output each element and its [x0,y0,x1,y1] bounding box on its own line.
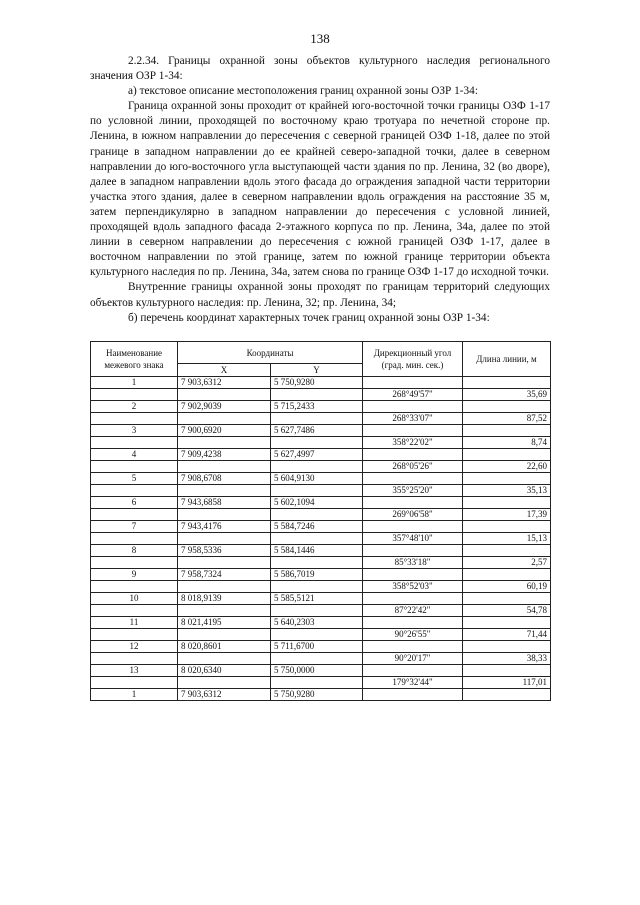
empty-cell [363,665,463,677]
point-row [91,473,551,485]
empty-cell [463,521,551,533]
empty-cell [363,689,463,701]
point-name: 3 [91,425,178,437]
point-name: 9 [91,569,178,581]
segment-length: 117,01 [463,677,551,689]
empty-cell [178,533,271,545]
segment-length: 2,57 [463,557,551,569]
empty-cell [271,413,363,425]
segment-angle: 90°26'55" [363,629,463,641]
empty-cell [271,437,363,449]
segment-length: 71,44 [463,629,551,641]
segment-length: 22,60 [463,461,551,473]
segment-row [91,557,551,569]
segment-angle: 269°06'58" [363,509,463,521]
empty-cell [363,377,463,389]
document-body [90,54,550,326]
empty-cell [271,557,363,569]
empty-cell [271,677,363,689]
point-y: 5 586,7019 [271,569,363,581]
empty-cell [178,413,271,425]
empty-cell [363,593,463,605]
segment-angle: 268°49'57" [363,389,463,401]
point-x: 8 018,9139 [178,593,271,605]
segment-angle: 358°52'03" [363,581,463,593]
header-y: Y [271,364,363,377]
empty-cell [363,401,463,413]
empty-cell [271,389,363,401]
point-row [91,497,551,509]
segment-angle: 87°22'42" [363,605,463,617]
point-y: 5 604,9130 [271,473,363,485]
point-x: 7 943,6858 [178,497,271,509]
segment-angle: 179°32'44" [363,677,463,689]
empty-cell [363,617,463,629]
internal-borders-text: Внутренние границы охранной зоны проходят по границам территорий следующих объектов культурного наследия: пр. Ленина, 32; пр. Ленина, 34; [90,281,550,309]
empty-cell [271,533,363,545]
empty-cell [271,581,363,593]
item-a-heading: а) текстовое описание местоположения границ охранной зоны ОЗР 1-34: [128,85,478,98]
point-x: 7 908,6708 [178,473,271,485]
empty-cell [463,641,551,653]
empty-cell [463,545,551,557]
boundary-description: Граница охранной зоны проходит от крайней юго-восточной точки границы ОЗФ 1-17 по условной линии, проходящей по восточному краю тротуара по нечетной стороне пр. Ленина, в южном направлении до пересечения с северной границей ОЗФ 1-18, далее по этой границе в западном направлении до ее крайней северо-западной точки, далее в северном направлении до юго-восточного угла выступающей части здания по пр. Ленина, 32 (во дворе), далее в западном направлении вдоль этого фасада до ограждения западной части территории участка этого здания, далее в северном направлении вдоль ограждения на расстояние 35 м, затем перпендикулярно в западном направлении до пересечения с условной линией, проходящей вдоль западного фасада 2-этажного корпуса по пр. Ленина, 34а, далее по этой линии в северном направлении до пересечения с южной границей ОЗФ 1-17, далее в восточном направлении по этой границе, затем по южной границе территории объекта культурного наследия по пр. Ленина, 34а, затем снова по границе ОЗФ 1-17 до исходной точки. [90,100,550,279]
empty-cell [363,425,463,437]
point-y: 5 627,4997 [271,449,363,461]
point-y: 5 750,0000 [271,665,363,677]
segment-angle: 355°25'20" [363,485,463,497]
empty-cell [178,581,271,593]
empty-cell [271,485,363,497]
section-title: 2.2.34. Границы охранной зоны объектов культурного наследия регионального значения ОЗР 1-34: [90,55,550,83]
point-name: 12 [91,641,178,653]
point-y: 5 584,1446 [271,545,363,557]
point-row [91,449,551,461]
segment-row [91,581,551,593]
empty-cell [91,461,178,473]
point-y: 5 711,6700 [271,641,363,653]
point-row [91,569,551,581]
point-x: 8 020,6340 [178,665,271,677]
empty-cell [463,689,551,701]
empty-cell [178,629,271,641]
empty-cell [178,485,271,497]
point-row [91,401,551,413]
empty-cell [178,389,271,401]
empty-cell [463,569,551,581]
segment-length: 38,33 [463,653,551,665]
segment-row [91,437,551,449]
coordinates-table-body [91,377,551,701]
point-row [91,425,551,437]
segment-row [91,629,551,641]
item-b-heading: б) перечень координат характерных точек границ охранной зоны ОЗР 1-34: [128,311,490,324]
point-name: 5 [91,473,178,485]
empty-cell [463,377,551,389]
point-name: 11 [91,617,178,629]
empty-cell [91,437,178,449]
header-line-length: Длина линии, м [463,342,551,377]
page-number: 138 [310,31,330,46]
empty-cell [178,437,271,449]
header-coordinates: Координаты [178,342,363,364]
empty-cell [91,509,178,521]
segment-row [91,461,551,473]
segment-length: 35,69 [463,389,551,401]
empty-cell [91,629,178,641]
point-x: 7 900,6920 [178,425,271,437]
empty-cell [463,473,551,485]
empty-cell [363,545,463,557]
empty-cell [91,677,178,689]
empty-cell [463,401,551,413]
segment-length: 54,78 [463,605,551,617]
point-y: 5 640,2303 [271,617,363,629]
empty-cell [463,497,551,509]
segment-angle: 268°05'26" [363,461,463,473]
empty-cell [178,677,271,689]
point-name: 13 [91,665,178,677]
empty-cell [363,449,463,461]
empty-cell [363,473,463,485]
segment-length: 35,13 [463,485,551,497]
header-direction-angle: Дирекционный угол (град. мин. сек.) [363,342,463,377]
empty-cell [178,653,271,665]
empty-cell [363,641,463,653]
segment-length: 8,74 [463,437,551,449]
empty-cell [271,629,363,641]
segment-length: 15,13 [463,533,551,545]
empty-cell [91,389,178,401]
point-y: 5 584,7246 [271,521,363,533]
point-x: 8 020,8601 [178,641,271,653]
empty-cell [463,617,551,629]
empty-cell [178,557,271,569]
point-y: 5 602,1094 [271,497,363,509]
point-row [91,377,551,389]
empty-cell [463,425,551,437]
point-x: 7 909,4238 [178,449,271,461]
segment-row [91,413,551,425]
empty-cell [271,605,363,617]
segment-row [91,605,551,617]
point-row [91,641,551,653]
segment-row [91,653,551,665]
coordinates-table [90,341,551,701]
segment-length: 60,19 [463,581,551,593]
point-x: 7 943,4176 [178,521,271,533]
point-name: 4 [91,449,178,461]
point-name: 1 [91,377,178,389]
point-row [91,617,551,629]
point-y: 5 750,9280 [271,689,363,701]
segment-angle: 358°22'02" [363,437,463,449]
point-name: 6 [91,497,178,509]
point-x: 7 958,7324 [178,569,271,581]
header-x: X [178,364,271,377]
point-x: 7 902,9039 [178,401,271,413]
point-y: 5 750,9280 [271,377,363,389]
point-y: 5 715,2433 [271,401,363,413]
segment-angle: 85°33'18" [363,557,463,569]
point-y: 5 627,7486 [271,425,363,437]
empty-cell [91,557,178,569]
empty-cell [463,665,551,677]
empty-cell [91,533,178,545]
empty-cell [91,413,178,425]
empty-cell [363,497,463,509]
point-name: 10 [91,593,178,605]
empty-cell [178,509,271,521]
empty-cell [463,449,551,461]
empty-cell [91,653,178,665]
point-row [91,593,551,605]
point-x: 7 958,5336 [178,545,271,557]
point-row [91,521,551,533]
segment-angle: 90°20'17" [363,653,463,665]
empty-cell [363,521,463,533]
empty-cell [463,593,551,605]
point-y: 5 585,5121 [271,593,363,605]
segment-row [91,677,551,689]
empty-cell [178,605,271,617]
point-row [91,689,551,701]
header-point-name: Наименование межевого знака [91,342,178,377]
segment-length: 17,39 [463,509,551,521]
empty-cell [271,653,363,665]
segment-row [91,509,551,521]
segment-angle: 268°33'07" [363,413,463,425]
empty-cell [271,509,363,521]
point-row [91,665,551,677]
segment-length: 87,52 [463,413,551,425]
point-x: 7 903,6312 [178,689,271,701]
point-name: 7 [91,521,178,533]
empty-cell [91,605,178,617]
point-x: 8 021,4195 [178,617,271,629]
point-name: 2 [91,401,178,413]
point-row [91,545,551,557]
segment-row [91,533,551,545]
segment-row [91,389,551,401]
point-x: 7 903,6312 [178,377,271,389]
point-name: 8 [91,545,178,557]
empty-cell [271,461,363,473]
segment-angle: 357°48'10" [363,533,463,545]
empty-cell [91,485,178,497]
point-name: 1 [91,689,178,701]
empty-cell [363,569,463,581]
segment-row [91,485,551,497]
empty-cell [178,461,271,473]
empty-cell [91,581,178,593]
